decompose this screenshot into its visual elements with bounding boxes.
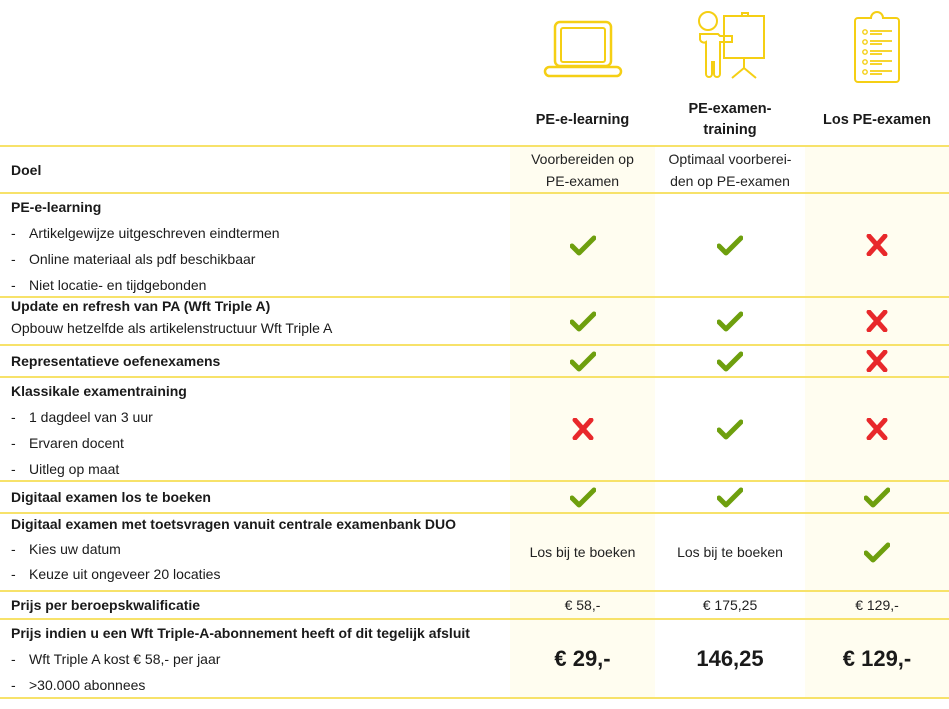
row-title: Prijs indien u een Wft Triple-A-abonnement heeft of dit tegelijk afsluit (11, 625, 470, 641)
cell-text-line2: PE-examen (545, 172, 620, 189)
cell-e-learning (510, 194, 655, 296)
bullet-dash: - (11, 409, 16, 425)
cell-examentraining (655, 592, 805, 618)
check-icon (570, 486, 596, 508)
header-label-e-learning: PE-e-learning (535, 112, 630, 128)
header-label-examentraining-line2: training (703, 122, 757, 138)
check-icon (717, 310, 743, 332)
price-text: € 129,- (855, 597, 899, 613)
check-icon (570, 234, 596, 256)
cell-e-learning (510, 378, 655, 480)
table-row-klassikale-training (0, 376, 949, 480)
check-icon (717, 234, 743, 256)
bullet-item (11, 430, 506, 456)
discount-price: € 129,- (842, 645, 912, 671)
header-label-examentraining-line1: PE-examen- (688, 101, 772, 117)
cell-los-examen (805, 298, 949, 344)
bullet-text: Keuze uit ongeveer 20 locaties (29, 566, 221, 582)
cell-los-examen (805, 378, 949, 480)
row-title: PE-e-learning (11, 199, 102, 215)
header-column-examentraining (655, 0, 805, 145)
cell-text: Los bij te boeken (677, 544, 783, 560)
cell-text-line2: den op PE-examen (670, 172, 790, 189)
row-title: Klassikale examentraining (11, 383, 187, 399)
check-icon (864, 486, 890, 508)
bullet-text: Niet locatie- en tijdgebonden (29, 277, 207, 293)
bullet-text: Online materiaal als pdf beschikbaar (29, 251, 256, 267)
clipboard-checklist-icon (852, 6, 902, 86)
header-column-los-examen (805, 0, 949, 145)
cell-examentraining (655, 482, 805, 512)
cell-e-learning (510, 620, 655, 697)
cell-examentraining (655, 298, 805, 344)
cell-examentraining (655, 147, 805, 192)
bullet-dash: - (11, 251, 16, 267)
cross-icon (864, 418, 890, 440)
check-icon (717, 486, 743, 508)
check-icon (717, 350, 743, 372)
table-row-pe-e-learning (0, 192, 949, 296)
check-icon (864, 541, 890, 563)
cell-examentraining (655, 378, 805, 480)
bullet-dash: - (11, 277, 16, 293)
cell-e-learning (510, 346, 655, 376)
row-title: Doel (11, 162, 42, 178)
cell-text-line1: Voorbereiden op (531, 150, 634, 167)
laptop-icon (543, 14, 623, 80)
cell-e-learning (510, 592, 655, 618)
table-row-doel (0, 145, 949, 192)
bullet-item (11, 220, 506, 246)
bullet-item (11, 404, 506, 430)
bullet-item (11, 246, 506, 272)
bullet-dash: - (11, 461, 16, 477)
cell-e-learning (510, 482, 655, 512)
cell-los-examen (805, 620, 949, 697)
cell-los-examen (805, 482, 949, 512)
cell-e-learning (510, 147, 655, 192)
cell-los-examen (805, 194, 949, 296)
cross-icon (864, 234, 890, 256)
table-row-digitaal-los (0, 480, 949, 512)
row-title: Update en refresh van PA (Wft Triple A) (11, 298, 271, 314)
bullet-dash: - (11, 677, 16, 693)
bullet-text: Artikelgewijze uitgeschreven eindtermen (29, 225, 280, 241)
table-row-prijs-abonnement (0, 618, 949, 699)
comparison-header (0, 0, 949, 145)
check-icon (570, 310, 596, 332)
cell-los-examen (805, 346, 949, 376)
bullet-dash: - (11, 566, 16, 582)
cell-text-line1: Optimaal voorberei- (668, 150, 792, 167)
presenter-whiteboard-icon (692, 8, 768, 84)
row-title: Representatieve oefenexamens (11, 353, 221, 369)
bullet-dash: - (11, 541, 16, 557)
bullet-item (11, 646, 506, 672)
cell-los-examen (805, 514, 949, 590)
discount-price: 146,25 (696, 645, 764, 671)
bullet-text: 1 dagdeel van 3 uur (29, 409, 153, 425)
cell-examentraining (655, 620, 805, 697)
table-row-digitaal-duo (0, 512, 949, 590)
price-text: € 175,25 (702, 597, 758, 613)
cell-los-examen (805, 592, 949, 618)
check-icon (717, 418, 743, 440)
bullet-text: Wft Triple A kost € 58,- per jaar (29, 651, 221, 667)
cell-examentraining (655, 346, 805, 376)
bullet-text: Ervaren docent (29, 435, 124, 451)
bullet-item (11, 537, 506, 562)
bullet-text: Kies uw datum (29, 541, 121, 557)
header-column-e-learning (510, 0, 655, 145)
header-label-los-examen: Los PE-examen (823, 112, 931, 128)
check-icon (570, 350, 596, 372)
cell-examentraining (655, 514, 805, 590)
bullet-text: >30.000 abonnees (29, 677, 146, 693)
cell-los-examen (805, 147, 949, 192)
row-title: Digitaal examen los te boeken (11, 489, 211, 505)
bullet-item (11, 672, 506, 698)
cell-text: Los bij te boeken (529, 544, 636, 560)
table-row-oefenexamens (0, 344, 949, 376)
table-row-prijs (0, 590, 949, 618)
bullet-item (11, 562, 506, 587)
row-title: Digitaal examen met toetsvragen vanuit centrale examenbank DUO (11, 516, 457, 532)
cross-icon (864, 310, 890, 332)
bullet-dash: - (11, 651, 16, 667)
bullet-item (11, 456, 506, 482)
bullet-dash: - (11, 435, 16, 451)
bullet-text: Uitleg op maat (29, 461, 120, 477)
row-subtitle: Opbouw hetzelfde als artikelenstructuur Wft Triple A (11, 320, 333, 336)
cross-icon (570, 418, 596, 440)
cell-e-learning (510, 514, 655, 590)
discount-price: € 29,- (554, 645, 611, 671)
cross-icon (864, 350, 890, 372)
cell-examentraining (655, 194, 805, 296)
bullet-dash: - (11, 225, 16, 241)
table-row-update-refresh (0, 296, 949, 344)
price-text: € 58,- (564, 597, 601, 613)
row-title: Prijs per beroepskwalificatie (11, 597, 201, 613)
cell-e-learning (510, 298, 655, 344)
